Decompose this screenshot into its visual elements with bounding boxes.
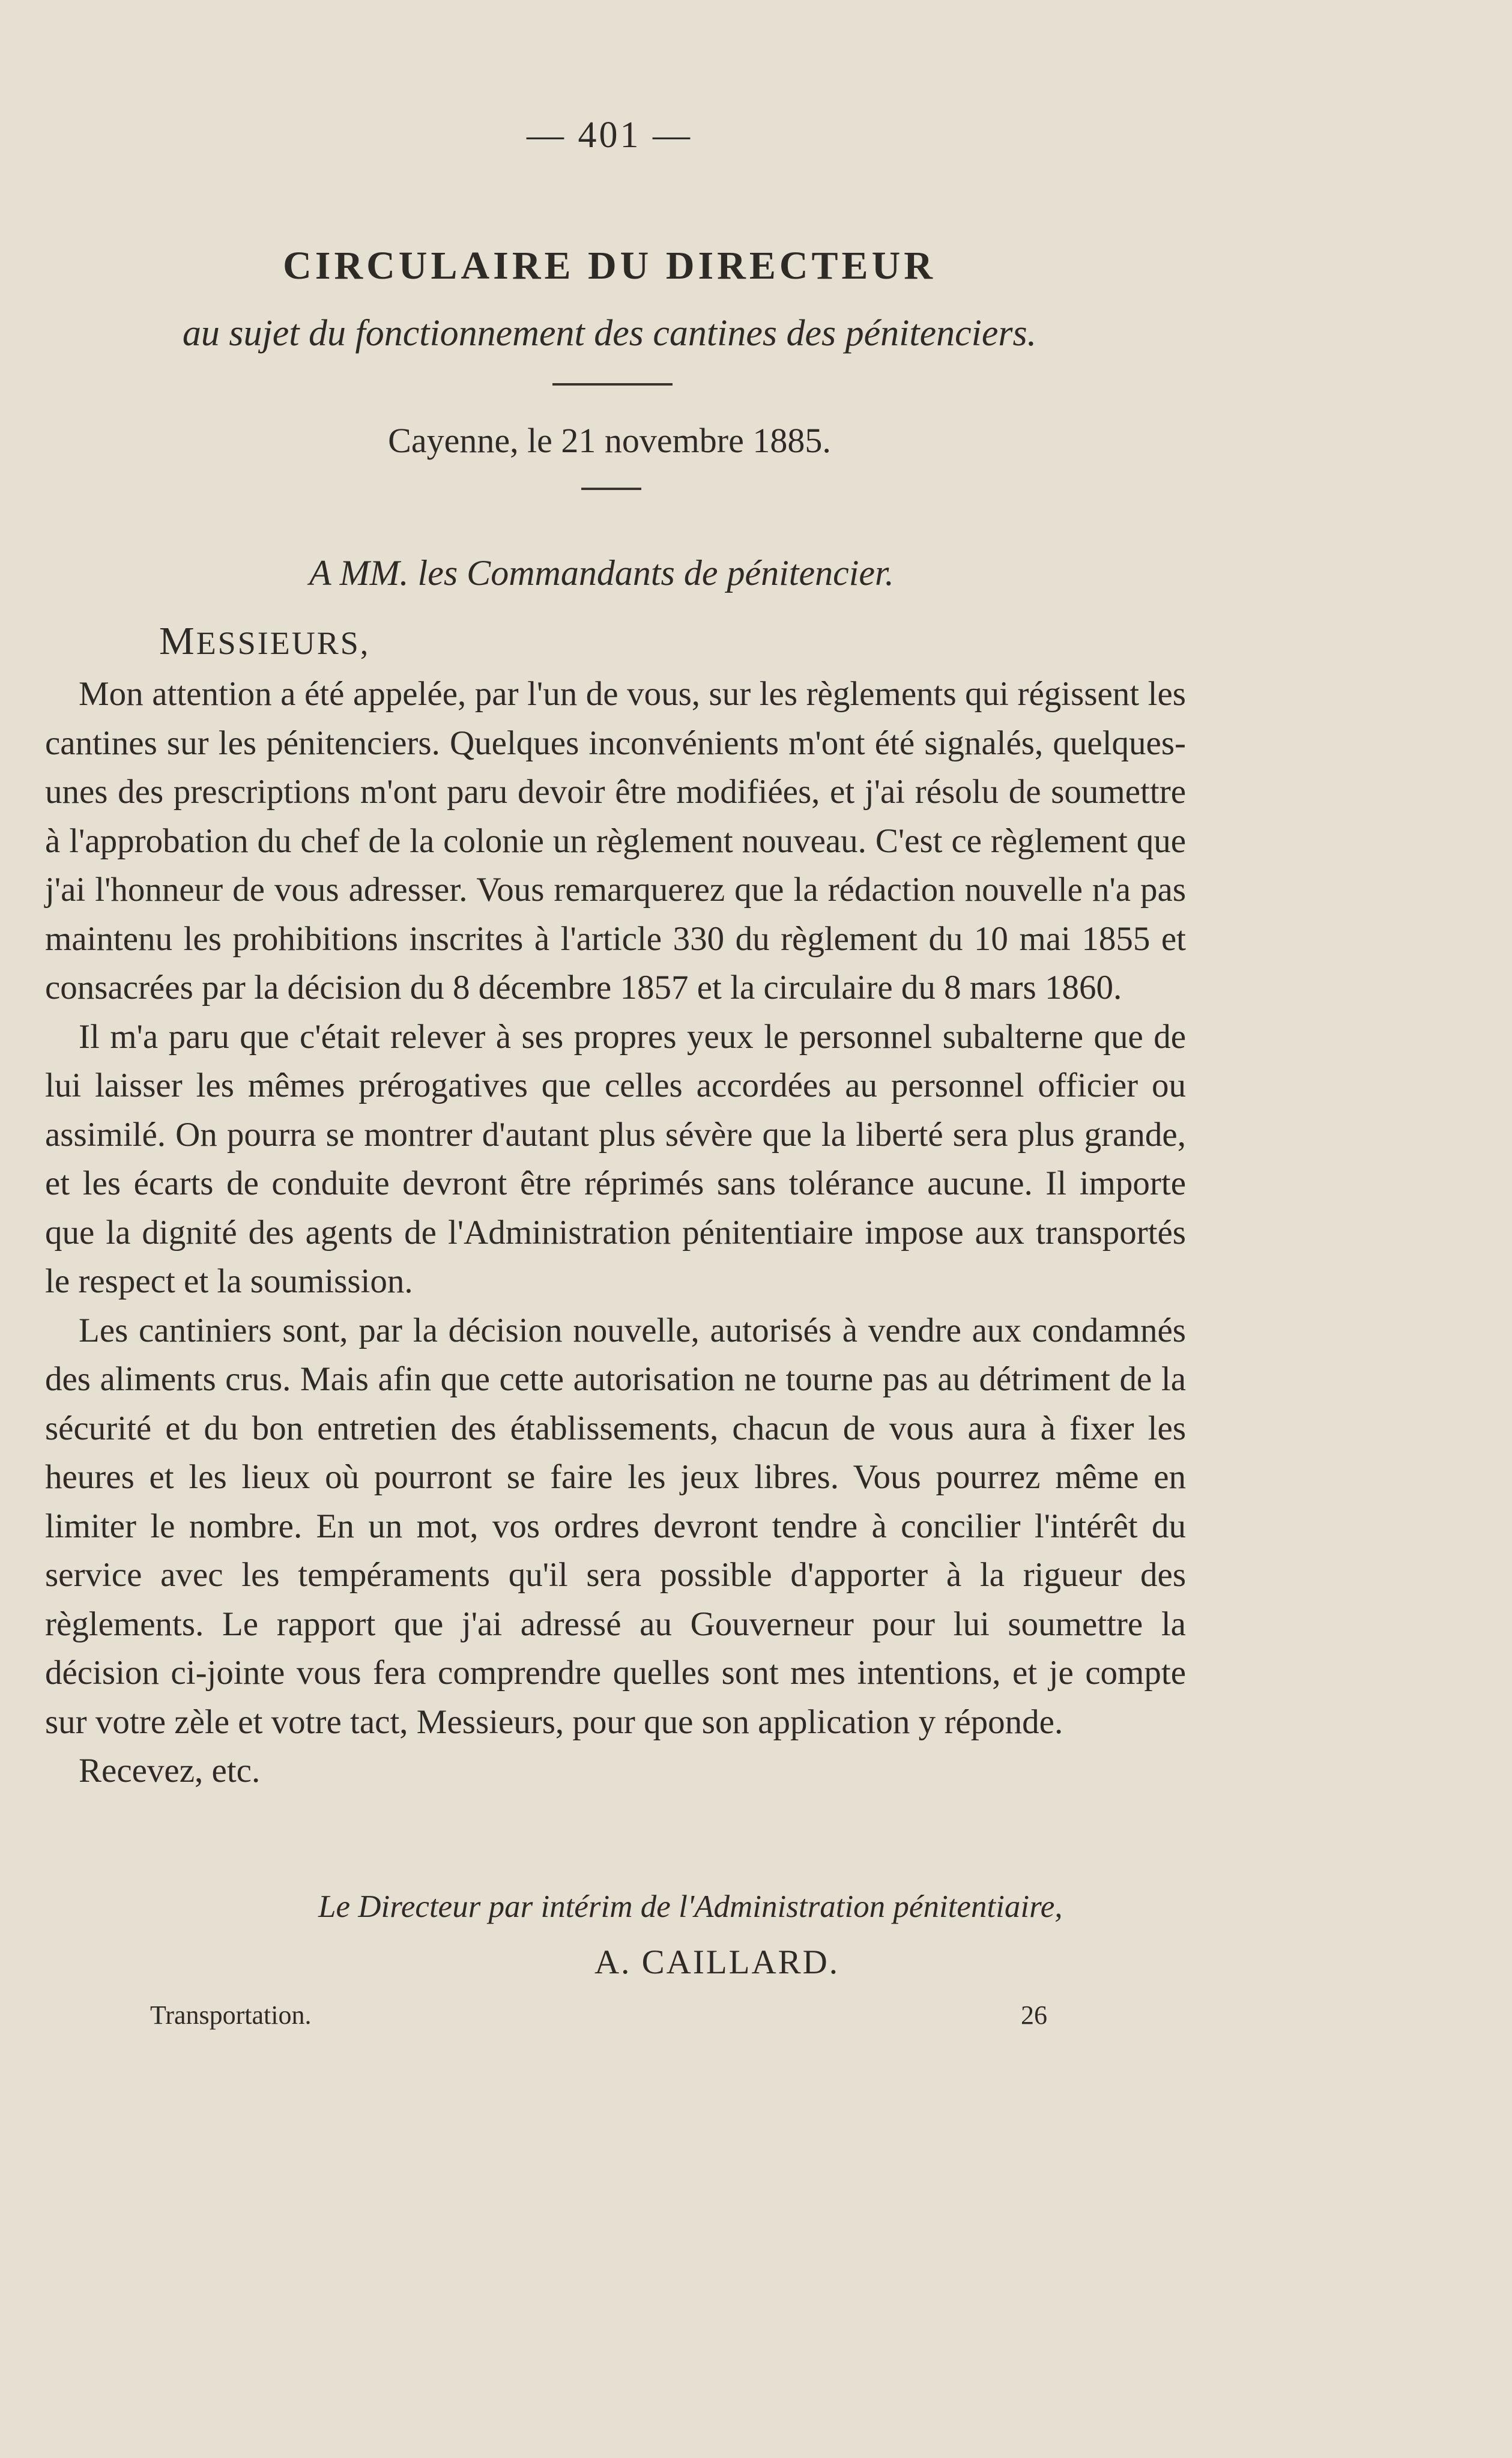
signature-title: Le Directeur par intérim de l'Administration pénitentiaire, — [318, 1889, 1063, 1924]
salutation — [159, 619, 370, 664]
document-title: CIRCULAIRE DU DIRECTEUR — [283, 244, 936, 288]
salutation-rest: ESSIEURS, — [196, 625, 370, 661]
salutation-initial: M — [159, 619, 196, 663]
document-subtitle: au sujet du fonctionnement des cantines des pénitenciers. — [182, 313, 1037, 354]
letter-body — [45, 670, 1186, 1796]
footer-sheet-number: 26 — [1021, 2000, 1047, 2030]
signature-name: A. CAILLARD. — [594, 1943, 840, 1981]
closing-paragraph: Recevez, etc. — [79, 1752, 261, 1790]
addressee: A MM. les Commandants de pénitencier. — [309, 553, 894, 593]
footer-signature-mark: Transportation. — [150, 2000, 312, 2030]
page-number: — 401 — — [527, 115, 692, 156]
divider-rule-short — [581, 488, 641, 490]
paragraph: Les cantiniers sont, par la décision nouvelle, autorisés à vendre aux condamnés des aliments crus. Mais afin que cette autorisation ne tourne pas au détriment de la sécurité et du bon entretien des établissements, chacun de vous aura à fixer les heures et les lieux où pourront se faire les jeux libres. Vous pourrez même en limiter le nombre. En un mot, vos ordres devront tendre à concilier l'intérêt du service avec les tempéraments qu'il sera possible d'apporter à la rigueur des règlements. Le rapport que j'ai adressé au Gouverneur pour lui soumettre la décision ci-jointe vous fera comprendre quelles sont mes intentions, et je compte sur votre zèle et votre tact, Messieurs, pour que son application y réponde. — [45, 1311, 1186, 1741]
paragraph: Mon attention a été appelée, par l'un de vous, sur les règlements qui régissent les cantines sur les pénitenciers. Quelques inconvénients m'ont été signalés, quelques-unes des prescriptions m'ont paru devoir être modifiées, et j'ai résolu de soumettre à l'approbation du chef de la colonie un règlement nouveau. C'est ce règlement que j'ai l'honneur de vous adresser. Vous remarquerez que la rédaction nouvelle n'a pas maintenu les prohibitions inscrites à l'article 330 du règlement du 10 mai 1855 et consacrées par la décision du 8 décembre 1857 et la circulaire du 8 mars 1860. — [45, 675, 1186, 1007]
divider-rule — [552, 383, 673, 386]
paragraph: Il m'a paru que c'était relever à ses propres yeux le personnel subalterne que de lui laisser les mêmes prérogatives que celles accordées au personnel officier ou assimilé. On pourra se montrer d'autant plus sévère que la liberté sera plus grande, et les écarts de conduite devront être réprimés sans tolérance aucune. Il importe que la dignité des agents de l'Administration pénitentiaire impose aux transportés le respect et la soumission. — [45, 1017, 1186, 1300]
dateline: Cayenne, le 21 novembre 1885. — [388, 421, 831, 460]
